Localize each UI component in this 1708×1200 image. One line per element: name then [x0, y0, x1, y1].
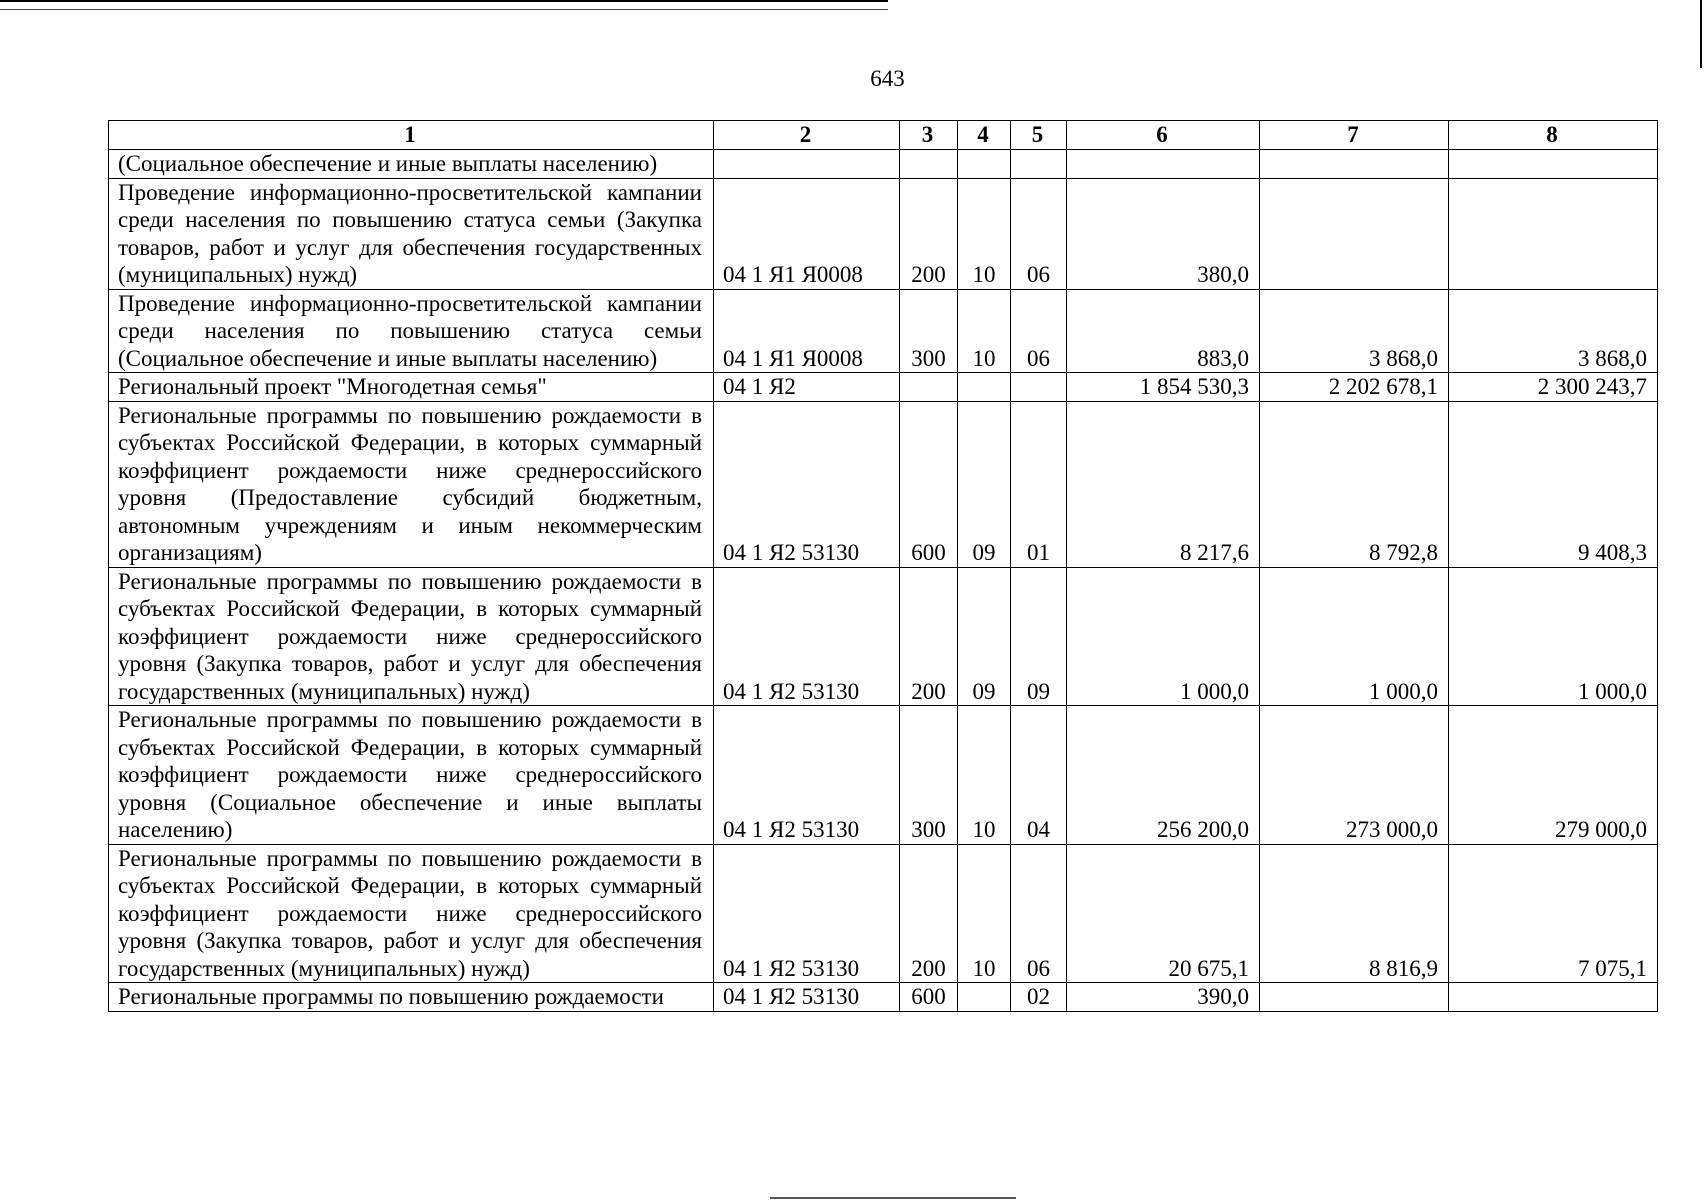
column-header: 2: [714, 121, 900, 150]
item-name: Региональный проект "Многодетная семья": [109, 373, 714, 402]
column-header: 4: [958, 121, 1011, 150]
amount-col7: [1260, 983, 1449, 1012]
section: [958, 373, 1011, 402]
amount-col7: 8 792,8: [1260, 401, 1449, 567]
amount-col7: 3 868,0: [1260, 289, 1449, 373]
amount-col7: [1260, 150, 1449, 179]
amount-col7: 1 000,0: [1260, 567, 1449, 706]
target-code: 04 1 Я2 53130: [714, 401, 900, 567]
expense-type: 200: [900, 567, 958, 706]
expense-type: 600: [900, 983, 958, 1012]
amount-col7: [1260, 178, 1449, 289]
item-name: Проведение информационно-просветительской кампании среди населения по повышению статуса семьи (Социальное обеспечение и иные выплаты населению): [109, 289, 714, 373]
budget-table: [108, 120, 1658, 1012]
item-name: (Социальное обеспечение и иные выплаты населению): [109, 150, 714, 179]
item-name: Проведение информационно-просветительской кампании среди населения по повышению статуса семьи (Закупка товаров, работ и услуг для обеспечения государственных (муниципальных) нужд): [109, 178, 714, 289]
right-edge-line: [1700, 0, 1702, 68]
subsection: 09: [1011, 567, 1067, 706]
subsection: [1011, 150, 1067, 179]
column-header: 5: [1011, 121, 1067, 150]
amount-col8: [1449, 178, 1658, 289]
amount-col6: 883,0: [1067, 289, 1260, 373]
section: 10: [958, 844, 1011, 983]
expense-type: [900, 373, 958, 402]
page-number: 643: [870, 66, 905, 91]
amount-col8: 9 408,3: [1449, 401, 1658, 567]
top-rule-secondary: [0, 9, 888, 10]
amount-col8: 1 000,0: [1449, 567, 1658, 706]
amount-col8: [1449, 150, 1658, 179]
table-row: [109, 567, 1658, 706]
target-code: 04 1 Я2 53130: [714, 706, 900, 845]
amount-col7: 8 816,9: [1260, 844, 1449, 983]
table-row: [109, 373, 1658, 402]
column-header: 1: [109, 121, 714, 150]
target-code: 04 1 Я1 Я0008: [714, 289, 900, 373]
target-code: 04 1 Я2 53130: [714, 983, 900, 1012]
amount-col8: 279 000,0: [1449, 706, 1658, 845]
amount-col6: 1 854 530,3: [1067, 373, 1260, 402]
item-name: Региональные программы по повышению рождаемости в субъектах Российской Федерации, в которых суммарный коэффициент рождаемости ниже среднероссийского уровня (Закупка товаров, работ и услуг для обеспечения государственных (муниципальных) нужд): [109, 844, 714, 983]
table-row: [109, 401, 1658, 567]
table-row: [109, 706, 1658, 845]
item-name: Региональные программы по повышению рождаемости в субъектах Российской Федерации, в которых суммарный коэффициент рождаемости ниже среднероссийского уровня (Предоставление субсидий бюджетным, автономным учреждениям и иным некоммерческим организациям): [109, 401, 714, 567]
column-header: 6: [1067, 121, 1260, 150]
amount-col6: 390,0: [1067, 983, 1260, 1012]
amount-col6: [1067, 150, 1260, 179]
expense-type: [900, 150, 958, 179]
amount-col6: 1 000,0: [1067, 567, 1260, 706]
subsection: 02: [1011, 983, 1067, 1012]
target-code: 04 1 Я2: [714, 373, 900, 402]
target-code: 04 1 Я2 53130: [714, 567, 900, 706]
amount-col8: [1449, 983, 1658, 1012]
section: 09: [958, 401, 1011, 567]
amount-col7: 2 202 678,1: [1260, 373, 1449, 402]
subsection: [1011, 373, 1067, 402]
column-header: 8: [1449, 121, 1658, 150]
section: 10: [958, 706, 1011, 845]
amount-col6: 20 675,1: [1067, 844, 1260, 983]
section: 09: [958, 567, 1011, 706]
expense-type: 300: [900, 289, 958, 373]
table-row: [109, 150, 1658, 179]
table-row: [109, 983, 1658, 1012]
expense-type: 200: [900, 178, 958, 289]
section: 10: [958, 289, 1011, 373]
subsection: 04: [1011, 706, 1067, 845]
bottom-rule: [770, 1197, 1016, 1199]
table-row: [109, 178, 1658, 289]
item-name: Региональные программы по повышению рождаемости в субъектах Российской Федерации, в которых суммарный коэффициент рождаемости ниже среднероссийского уровня (Закупка товаров, работ и услуг для обеспечения государственных (муниципальных) нужд): [109, 567, 714, 706]
amount-col8: 7 075,1: [1449, 844, 1658, 983]
item-name: Региональные программы по повышению рождаемости в субъектах Российской Федерации, в которых суммарный коэффициент рождаемости ниже среднероссийского уровня (Социальное обеспечение и иные выплаты населению): [109, 706, 714, 845]
target-code: [714, 150, 900, 179]
amount-col7: 273 000,0: [1260, 706, 1449, 845]
amount-col6: 8 217,6: [1067, 401, 1260, 567]
expense-type: 300: [900, 706, 958, 845]
subsection: 06: [1011, 178, 1067, 289]
section: [958, 983, 1011, 1012]
amount-col6: 380,0: [1067, 178, 1260, 289]
section: [958, 150, 1011, 179]
item-name: Региональные программы по повышению рождаемости: [109, 983, 714, 1012]
table-row: [109, 289, 1658, 373]
subsection: 06: [1011, 289, 1067, 373]
subsection: 06: [1011, 844, 1067, 983]
column-header: 7: [1260, 121, 1449, 150]
top-rule: [0, 0, 888, 2]
table-row: [109, 844, 1658, 983]
column-header: 3: [900, 121, 958, 150]
amount-col8: 2 300 243,7: [1449, 373, 1658, 402]
target-code: 04 1 Я1 Я0008: [714, 178, 900, 289]
subsection: 01: [1011, 401, 1067, 567]
amount-col8: 3 868,0: [1449, 289, 1658, 373]
header-row: [109, 121, 1658, 150]
expense-type: 200: [900, 844, 958, 983]
section: 10: [958, 178, 1011, 289]
expense-type: 600: [900, 401, 958, 567]
amount-col6: 256 200,0: [1067, 706, 1260, 845]
target-code: 04 1 Я2 53130: [714, 844, 900, 983]
